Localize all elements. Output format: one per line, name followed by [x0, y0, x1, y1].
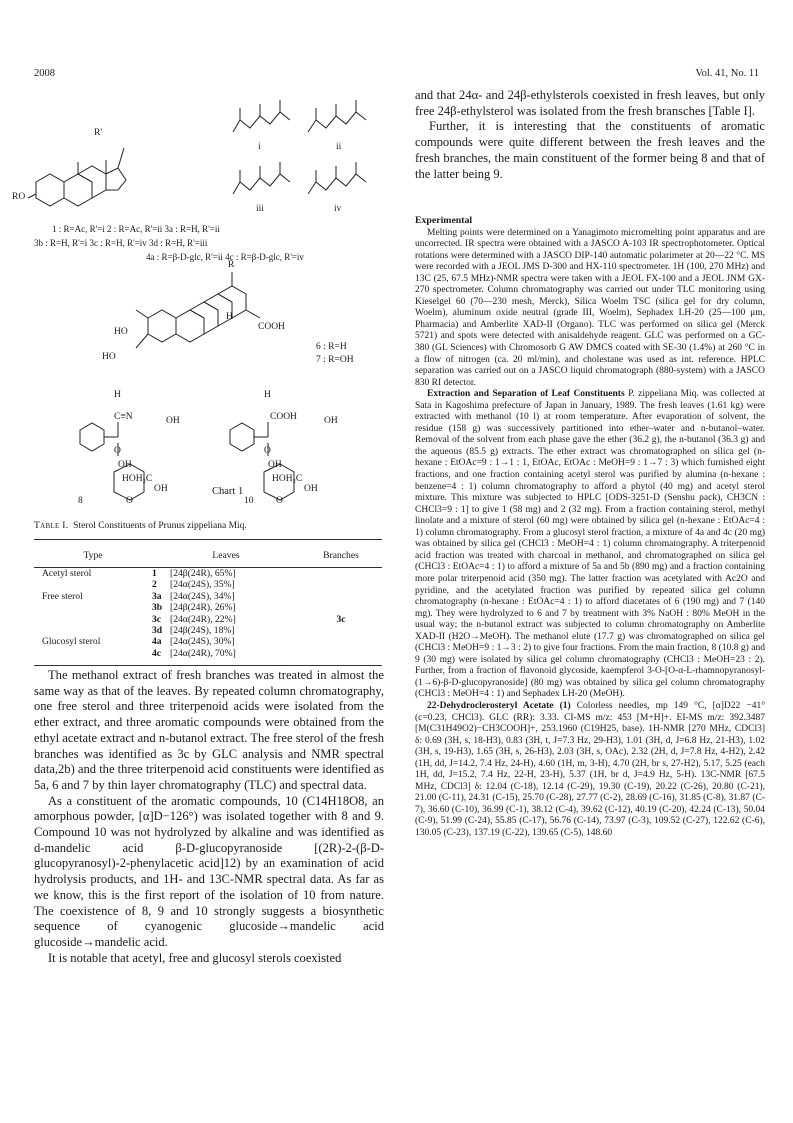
table-row: [34, 602, 382, 613]
g10-o-ring: O: [276, 496, 283, 506]
cell-branches: 3c: [336, 613, 346, 625]
label-triterpene-cooh: COOH: [258, 322, 285, 332]
table-row: [34, 591, 382, 602]
compound-config: [24β(24R), 26%]: [170, 602, 236, 614]
compound-number: 4a: [152, 636, 162, 648]
table-row: [34, 636, 382, 647]
chemical-structures-chart: [12, 90, 388, 510]
compound-line-2: 3b : R=H, R'=i 3c : R=H, R'=iv 3d : R=H, R'=iii: [34, 238, 208, 248]
paragraph-body: Colorless needles, mp 149 °C, [α]D22 −41° (c=0.23, CHCl3). GLC (RR): 3.33. CI-MS m/z: 453 [M+H]+. EI-MS m/z: 392.3487 [M(C31H49O2)−CH3COOH]+, 253.1960 (C19H25, base). 1H-NMR [270 MHz, CDCl3] δ: 0.69 (3H, s, 18-H3), 0.83 (3H, t, J=7.3 Hz, 29-H3), 1.01 (3H, d, J=6.8 Hz, 21-H3), 1.02 (3H, s, 19-H3), 1.65 (3H, s, 26-H3), 2.03 (3H, s, OAc), 2.32 (2H, d, J=7.8 Hz, 4-H2), 2.42 (1H, dd, J=14.2, 7.4 Hz, 24-H), 4.60 (1H, m, 3-H), 4.70 (2H, br s, 27-H2), 5.17, 5.25 (each 1H, dd, J=15.2, 7.4 Hz, 22-H, 23-H), 5.37 (1H, br d, J=4.9 Hz, 5-H). 13C-NMR [67.5 MHz, CDCl3] δ: 12.04 (C-18), 12.14 (C-29), 19.30 (C-19), 20.22 (C-26), 20.80 (C-21), 21.00 (C-11), 24.31 (C-15), 25.70 (C-28), 27.77 (C-2), 28.69 (C-16), 31.85 (C-8), 31.87 (C-7), 36.60 (C-10), 36.99 (C-1), 38.12 (C-4), 39.62 (C-12), 40.19 (C-20), 42.24 (C-13), 50.04 (C-9), 51.99 (C-24), 55.85 (C-17), 56.76 (C-14), 73.97 (C-3), 109.52 (C-27), 122.62 (C-6), 130.05 (C-23), 137.19 (C-22), 139.65 (C-5), 148.60: [415, 700, 766, 838]
compound-line-1: 1 : R=Ac, R'=i 2 : R=Ac, R'=ii 3a : R=H, R'=ii: [52, 224, 220, 234]
compound-number: 4c: [152, 647, 162, 659]
compound-number: 3b: [152, 602, 163, 614]
subsection-heading: 22-Dehydroclerosteryl Acetate (1): [427, 700, 571, 711]
g10-number: 10: [244, 496, 254, 506]
paragraph: Further, it is interesting that the constituents of aromatic compounds were quite different between the fresh leaves and the fresh branches, the main constituent of the former being 8 and that of the latter being 9.: [415, 119, 765, 181]
cell-type: Glucosyl sterol: [42, 636, 101, 648]
paragraph: [415, 389, 765, 701]
side-chain-iv: [308, 162, 366, 194]
cell-type: [34, 614, 152, 625]
paragraph: [415, 701, 765, 840]
glycoside-8-drawing: [80, 422, 144, 500]
cell-leaves: [152, 568, 300, 580]
g10-o: O: [264, 446, 271, 456]
cell-branches: [300, 625, 382, 636]
cell-leaves: [152, 579, 300, 590]
g8-number: 8: [78, 496, 83, 506]
g8-oh3: OH: [154, 484, 168, 494]
paragraph: The methanol extract of fresh branches was treated in almost the same way as that of the leaves. By repeated column chromatography, one free sterol and three triterpenoid acids were isolated from the ether extract, and three aromatic compounds were obtained from the ethyl acetate extract and n-butanol extract. The free sterol of the fresh branches was identified as 3c by GLC analysis and NMR spectral data,2b) and the three triterpenoid acid constituents were identified as 5a, 6 and 7 by thin layer chromatography (TLC) and spectral data.: [34, 668, 384, 792]
structures-drawing: [18, 90, 388, 510]
compound-config: [24α(24R), 22%]: [170, 613, 236, 625]
cell-branches: [300, 579, 382, 590]
label-triterpene-ho-top: HO: [114, 327, 128, 337]
table-label: Table I.: [34, 521, 69, 531]
side-chain-iii: [233, 162, 290, 194]
paragraph: As a constituent of the aromatic compounds, 10 (C14H18O8, an amorphous powder, [α]D−126°) was isolated together with 8 and 9. Compound 10 was not hydrolyzed by alkaline and was identified as d-mandelic acid β-D-glucopyranoside [(2R)-2-(β-D-glucopyranosyl)-2-phenylacetic acid]12) by an examination of acid hydrolysis products, and 1H- and 13C-NMR spectral data. As far as we know, this is the first report of the isolation of 10 from nature. The coexistence of 8, 9 and 10 strongly suggests a biosynthetic sequence of cyanogenic glucoside→mandelic acid glucoside→mandelic acid.: [34, 793, 384, 949]
table-caption: Sterol Constituents of Prunus zippeliana Miq.: [73, 521, 247, 531]
g8-o: O: [114, 446, 121, 456]
label-triterpene-ho-bottom: HO: [102, 352, 116, 362]
col-branches: Branches: [300, 540, 382, 568]
label-side-chain-i: i: [258, 142, 261, 152]
label-compound-7: 7 : R=OH: [316, 355, 354, 365]
label-side-chain-ii: ii: [336, 142, 342, 152]
subsection-heading: Extraction and Separation of Leaf Constituents: [427, 389, 625, 400]
cell-leaves: [152, 602, 300, 613]
compound-config: [24α(24S), 34%]: [170, 590, 235, 602]
g8-o-ring: O: [126, 496, 133, 506]
g10-oh3: OH: [304, 484, 318, 494]
journal-reference: Vol. 41, No. 11: [695, 68, 759, 79]
label-compound-6: 6 : R=H: [316, 342, 347, 352]
compound-line-3: 4a : R=β-D-glc, R'=ii 4c : R=β-D-glc, R'=iv: [146, 252, 304, 262]
label-r-prime: R': [94, 128, 103, 138]
compound-number: 3a: [152, 590, 162, 602]
table-body: [34, 568, 382, 666]
table-row: [34, 625, 382, 636]
g10-oh1: OH: [324, 416, 338, 426]
cell-leaves: [152, 614, 300, 625]
cell-leaves: [152, 648, 300, 666]
cell-branches: [300, 568, 382, 580]
cell-type: [34, 625, 152, 636]
compound-config: [24β(24S), 18%]: [170, 625, 235, 637]
g8-oh1: OH: [166, 416, 180, 426]
compound-number: 2: [152, 579, 157, 591]
compound-config: [24α(24R), 70%]: [170, 647, 236, 659]
paragraph-body: P. zippeliana Miq. was collected at Sata in Kagoshima prefecture of Japan in January, 1989. The fresh leaves (1.61 kg) were extracted with methanol (10 l) at room temperature. After evaporation of solvent, the residue (158 g) was successively partitioned into ether–water and n-butanol–water. Removal of the solvent from each phase gave the ether (36.2 g), the n-butanol (36.3 g) and the aqueous (85.5 g) extracts. The ether extract was chromatographed on silica gel (n-hexane : EtOAc=9 : 1→1 : 1, EtOAc, EtOAc : MeOH=9 : 1→7 : 3) which furnished eight fractions, and one fraction containing acetyl sterol was purified by alumina (n-hexane : benzene=4 : 1) column chromatography to afford a phytol (40 mg) and acetyl sterol mixture. This mixture was subjected to HPLC [ODS-3251-D (Senshu pack), CH3CN : CHCl3=9 : 1] to give 1 (58 mg) and 2 (32 mg). From a fraction containing sterol, methyl linolate and a mixture of sterol (60 mg) were obtained by silica gel (n-hexane : EtOAc=4 : 1) column chromatography. From a glucosyl sterol fraction, a mixture of 4a and 4c (20 mg) was obtained by silica gel (CHCl3 : MeOH=4 : 1) column chromatography. A triterpenoid acid fraction was treated with charcoal in methanol, and chromatographed on silica gel (CHCl3 : EtOAc=4 : 1) to afford a mixture of 5a and 5b (890 mg) and a fraction containing more polar triterpenoid acid (350 mg). The latter fraction was acetylated with Ac2O and pyridine, and the acetylated fraction was purified by repeated silica gel column chromatography (n-hexane : EtOAc=4 : 1) to afford diacetates of 6 (190 mg) and 7 (140 mg). They were hydrolyzed to 6 and 7 by treatment with 3% NaOH : 80% MeOH in the usual way; the n-butanol extract was subjected to column chromatography on Amberlite XAD-II (H2O→MeOH). The methanol elute (17.7 g) was chromatographed on silica gel (CHCl3 : MeOH=9 : 1→3 : 2) to give four fractions. From the main fraction, 8 (10.8 g) and 9 (30 mg) were isolated by silica gel column chromatography (CHCl3 : MeOH=23 : 2). Further, from a fraction of flavonoid glycoside, kaempferol 3-O-[O-α-L-rhamnopyranosyl-(1→6)-β-D-glucopyranoside] (80 mg) was obtained by silica gel column chromatography (CHCl3 : MeOH=4 : 1) and Sephadex LH-20 (MeOH).: [415, 389, 765, 700]
paragraph: and that 24α- and 24β-ethylsterols coexisted in fresh leaves, but only free 24β-ethylsterol was isolated from the fresh bransches [Table I].: [415, 88, 765, 118]
table-title: [34, 521, 247, 531]
label-side-chain-iii: iii: [256, 204, 264, 214]
page-number: 2008: [34, 68, 55, 79]
label-triterpene-h: H: [226, 312, 233, 322]
table-row: [34, 568, 382, 580]
cell-branches: [300, 636, 382, 647]
g8-hoh2c: HOH₂C: [122, 474, 153, 484]
col-type: Type: [34, 540, 152, 568]
col-leaves: Leaves: [152, 540, 300, 568]
compound-number: 3c: [152, 613, 162, 625]
side-chain-i: [233, 100, 290, 132]
cell-type: [34, 579, 152, 590]
cell-type: Acetyl sterol: [42, 568, 92, 579]
steroid-skeleton: [28, 148, 126, 206]
g8-oh2: OH: [118, 460, 132, 470]
experimental-heading: Experimental: [415, 215, 473, 226]
label-triterpene-r: R: [228, 260, 235, 270]
g8-h: H: [114, 390, 121, 400]
cell-type: [34, 602, 152, 613]
compound-number: 3d: [152, 625, 163, 637]
g10-cooh: COOH: [270, 412, 297, 422]
cell-type: [34, 648, 152, 666]
right-column-text: [415, 88, 765, 182]
cell-leaves: [152, 636, 300, 647]
compound-number: 1: [152, 568, 157, 579]
label-side-chain-iv: iv: [334, 204, 342, 214]
triterpenoid-skeleton: [136, 272, 260, 348]
cell-branches: [300, 648, 382, 666]
label-ro: RO: [12, 192, 26, 202]
cell-branches: [300, 591, 382, 602]
sterol-table: [34, 539, 382, 666]
g10-oh2: OH: [268, 460, 282, 470]
table-header-row: [34, 540, 382, 568]
cell-type: Free sterol: [42, 590, 83, 602]
table-row: [34, 614, 382, 625]
cell-branches: [300, 602, 382, 613]
experimental-section: [415, 215, 765, 840]
compound-config: [24α(24S), 35%]: [170, 579, 235, 591]
cell-leaves: [152, 591, 300, 602]
g8-cn: C≡N: [114, 412, 133, 422]
side-chain-ii: [308, 100, 366, 132]
compound-config: [24β(24R), 65%]: [170, 568, 236, 579]
table-row: [34, 579, 382, 590]
paragraph: Melting points were determined on a Yanagimoto micromelting point apparatus and are uncorrected. IR spectra were obtained with a JASCO A-103 IR spectrophotometer. Optical rotations were determined with a JASCO DIP-140 automatic polarimeter at 20—22 °C. MS were recorded with a JEOL JMS D-300 and HX-110 spectrometer. 1H (100, 270 MHz) and 13C (25, 67.5 MHz)-NMR spectra were taken with a JEOL FX-100 and a JEOL JNM GX-270 spectrometer. Column chromatography was carried out under TLC monitoring using Kieselgel 60 (70—230 mesh, Merck), Silica Woelm TSC (silica gel for dry column, Woelm), aluminum oxide neutral (grade III, Woelm), Sephadex LH-20 (25—100 μm, Pharmacia) and Amberlite XAD-II (Organo). TLC was performed on silica gel (Merck 5721) and spots were detected with anisaldehyde reagent. GLC was performed on a GC-380 (GL Sciences) with Chromosorb G AW DMCS coated with SE-30 (1.4%) at 260 °C in a flow of nitrogen (ca. 20 ml/min), and cholestane was used as int. reference. HPLC separation was carried out on a JASCO liquid chromatograph (880-system) with a JASCO 830 RI detector.: [415, 227, 765, 388]
compound-config: [24α(24S), 30%]: [170, 636, 235, 648]
g10-hoh2c: HOH₂C: [272, 474, 303, 484]
cell-leaves: [152, 625, 300, 636]
left-column-text: [34, 668, 384, 966]
table-row: [34, 648, 382, 666]
g10-h: H: [264, 390, 271, 400]
paragraph: It is notable that acetyl, free and glucosyl sterols coexisted: [48, 950, 342, 965]
chart-caption: Chart 1: [212, 486, 244, 497]
